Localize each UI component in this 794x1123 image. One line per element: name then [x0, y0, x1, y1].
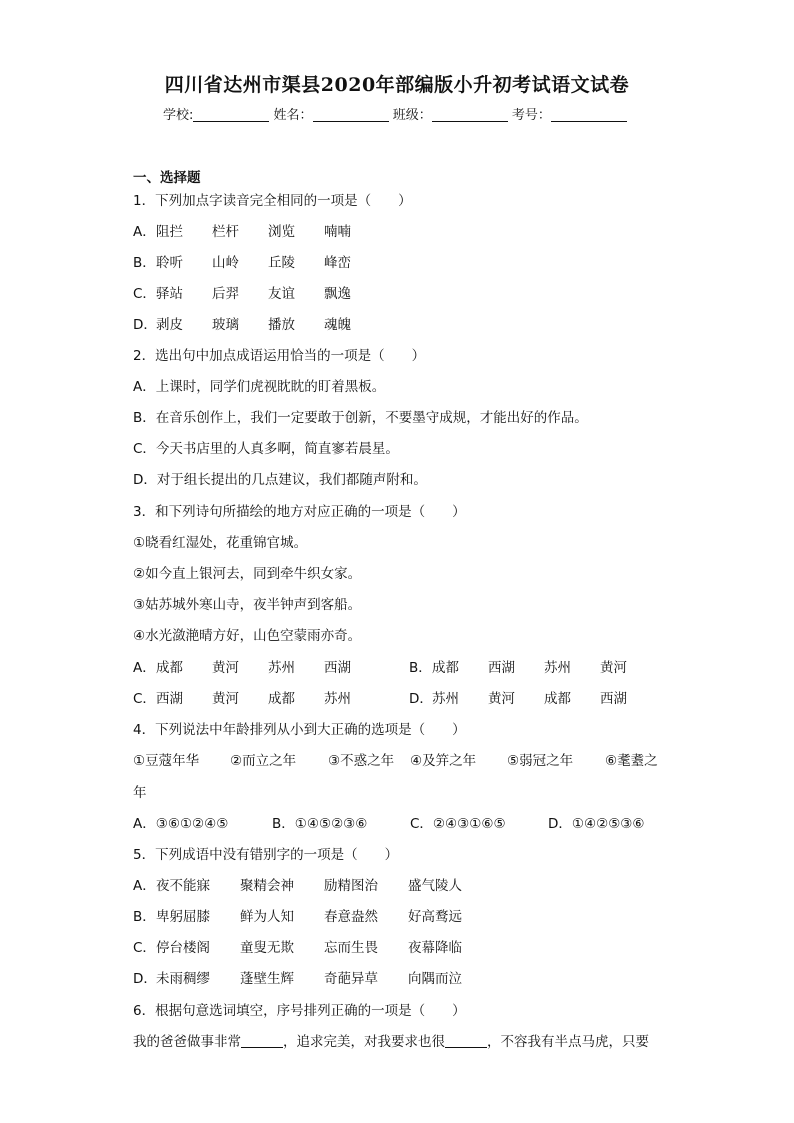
option-word: 聚精会神 — [240, 878, 294, 894]
student-info-line — [163, 104, 627, 123]
option-word: 蓬壁生辉 — [240, 971, 294, 987]
option-word: 西湖 — [600, 691, 627, 707]
option-word: 苏州 — [544, 660, 571, 676]
option-word: 夜不能寐 — [156, 878, 210, 894]
option-word: 未雨稠缪 — [156, 971, 210, 987]
q5-stem: 5．下列成语中没有错别字的一项是（ ） — [133, 847, 399, 863]
option-word: 黄河 — [212, 691, 239, 707]
q3-poem-line: ④水光潋滟晴方好，山色空蒙雨亦奇。 — [133, 628, 362, 644]
option-word: 苏州 — [324, 691, 351, 707]
option-label: B． — [133, 255, 156, 271]
option-word: 浏览 — [268, 224, 295, 240]
option-word: 励精图治 — [324, 878, 378, 894]
option-word: 剥皮 — [156, 317, 183, 333]
q2-stem: 2．选出句中加点成语运用恰当的一项是（ ） — [133, 348, 426, 364]
option-word: 峰峦 — [324, 255, 351, 271]
option-word: 阻拦 — [156, 224, 183, 240]
option-word: 聆听 — [156, 255, 183, 271]
option-label: D． — [409, 691, 433, 707]
option-word: 向隅而泣 — [408, 971, 462, 987]
section-title: 一、选择题 — [133, 170, 201, 186]
option-word: 黄河 — [600, 660, 627, 676]
option-word: 苏州 — [268, 660, 295, 676]
option-word: 童叟无欺 — [240, 940, 294, 956]
option-word: 鲜为人知 — [240, 909, 294, 925]
option-label: C． — [133, 691, 156, 707]
option-word: 春意盎然 — [324, 909, 378, 925]
option-word: 魂魄 — [324, 317, 351, 333]
option-word: 成都 — [432, 660, 459, 676]
option-label: A． — [133, 660, 156, 676]
option-word: 黄河 — [212, 660, 239, 676]
q6-stem: 6．根据句意选词填空，序号排列正确的一项是（ ） — [133, 1003, 466, 1019]
option-word: 友谊 — [268, 286, 295, 302]
option-word: 后羿 — [212, 286, 239, 302]
q4-item-wrap: 年 — [133, 785, 147, 801]
option-label: B． — [133, 909, 156, 925]
option-word: 忘而生畏 — [324, 940, 378, 956]
fill-blank-1 — [241, 1034, 283, 1048]
q6-text-c: ，不容我有半点马虎，只要 — [487, 1034, 649, 1050]
option-word: 成都 — [268, 691, 295, 707]
option-word: 奇葩异草 — [324, 971, 378, 987]
option-word: 喃喃 — [324, 224, 351, 240]
class-label: 班级： — [392, 108, 432, 123]
name-blank — [313, 107, 389, 122]
q4-item: ⑤弱冠之年 — [507, 753, 574, 769]
q2-option-a: A．上课时，同学们虎视眈眈的盯着黑板。 — [133, 379, 386, 395]
q4-option-a: A．③⑥①②④⑤ — [133, 816, 229, 832]
option-label: B． — [409, 660, 432, 676]
option-word: 盛气陵人 — [408, 878, 462, 894]
option-word: 播放 — [268, 317, 295, 333]
q3-poem-line: ②如今直上银河去，同到牵牛织女家。 — [133, 566, 362, 582]
q4-item: ④及笄之年 — [410, 753, 477, 769]
exam-number-blank — [551, 107, 627, 122]
option-word: 玻璃 — [212, 317, 239, 333]
q4-option-b: B．①④⑤②③⑥ — [272, 816, 368, 832]
option-label: C． — [133, 286, 156, 302]
q1-stem: 1．下列加点字读音完全相同的一项是（ ） — [133, 193, 412, 209]
option-word: 飘逸 — [324, 286, 351, 302]
option-word: 苏州 — [432, 691, 459, 707]
option-word: 好高鹜远 — [408, 909, 462, 925]
q2-option-b: B．在音乐创作上，我们一定要敢于创新，不要墨守成规，才能出好的作品。 — [133, 410, 588, 426]
option-word: 停台楼阁 — [156, 940, 210, 956]
page-title: 四川省达州市渠县2020年部编版小升初考试语文试卷 — [164, 74, 630, 96]
option-label: A． — [133, 878, 156, 894]
q4-item: ③不惑之年 — [328, 753, 395, 769]
option-word: 成都 — [544, 691, 571, 707]
q3-stem: 3．和下列诗句所描绘的地方对应正确的一项是（ ） — [133, 504, 466, 520]
option-word: 西湖 — [324, 660, 351, 676]
option-word: 山岭 — [212, 255, 239, 271]
name-label: 姓名： — [273, 108, 313, 123]
q6-text-a: 我的爸爸做事非常 — [133, 1034, 241, 1050]
option-word: 成都 — [156, 660, 183, 676]
option-label: D． — [133, 971, 157, 987]
q4-item: ②而立之年 — [230, 753, 297, 769]
option-word: 栏杆 — [212, 224, 239, 240]
q4-item: ①豆蔻年华 — [133, 753, 200, 769]
q4-option-c: C．②④③①⑥⑤ — [410, 816, 506, 832]
option-word: 黄河 — [488, 691, 515, 707]
q3-poem-line: ③姑苏城外寒山寺，夜半钟声到客船。 — [133, 597, 362, 613]
option-label: C． — [133, 940, 156, 956]
option-word: 卑躬屈膝 — [156, 909, 210, 925]
q4-item: ⑥耄耋之 — [605, 753, 658, 769]
exam-number-label: 考号： — [511, 108, 551, 123]
option-word: 丘陵 — [268, 255, 295, 271]
q2-option-c: C．今天书店里的人真多啊，简直寥若晨星。 — [133, 441, 399, 457]
q4-stem: 4．下列说法中年龄排列从小到大正确的选项是（ ） — [133, 722, 466, 738]
q2-option-d: D．对于组长提出的几点建议，我们都随声附和。 — [133, 472, 427, 488]
q4-option-d: D．①④②⑤③⑥ — [548, 816, 645, 832]
fill-blank-2 — [445, 1034, 487, 1048]
option-word: 夜幕降临 — [408, 940, 462, 956]
option-word: 西湖 — [488, 660, 515, 676]
q6-passage — [133, 1033, 649, 1051]
option-word: 西湖 — [156, 691, 183, 707]
option-label: A． — [133, 224, 156, 240]
option-word: 驿站 — [156, 286, 183, 302]
school-blank — [193, 107, 269, 122]
school-label: 学校: — [163, 108, 194, 123]
q3-poem-line: ①晓看红湿处，花重锦官城。 — [133, 535, 308, 551]
q6-text-b: ，追求完美，对我要求也很 — [283, 1034, 445, 1050]
option-label: D． — [133, 317, 157, 333]
class-blank — [432, 107, 508, 122]
